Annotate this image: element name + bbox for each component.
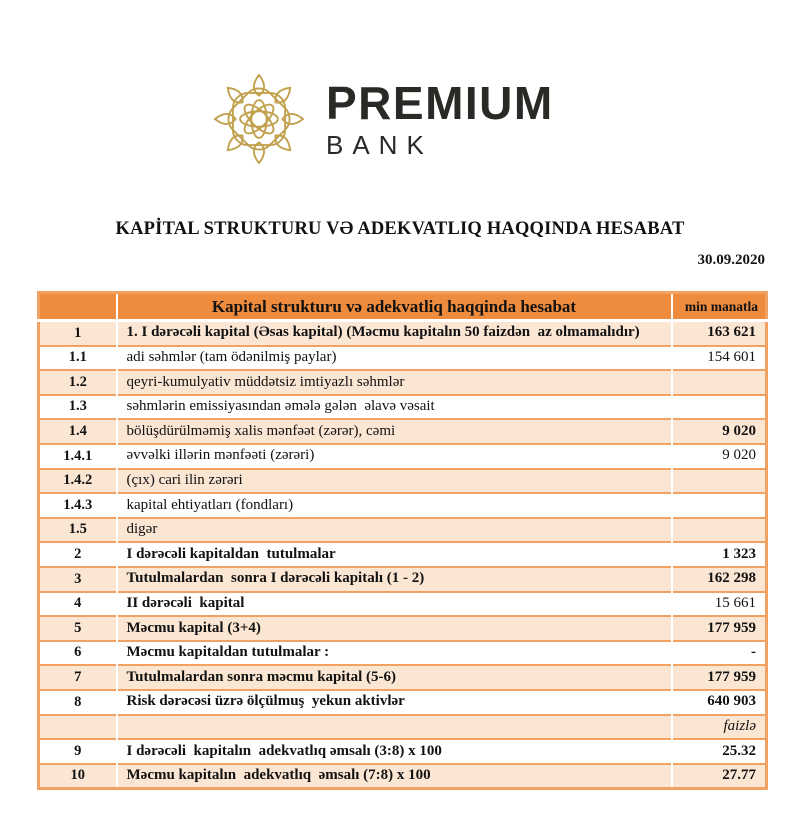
brand-wordmark [326,77,554,160]
row-label: (çıx) cari ilin zərəri [117,469,672,494]
row-value: 9 020 [672,444,767,469]
row-value: 177 959 [672,616,767,641]
table-row [39,542,767,567]
row-label: Məcmu kapitaldan tutulmalar : [117,641,672,666]
row-label: Tutulmalardan sonra I dərəcəli kapitalı (1 - 2) [117,567,672,592]
table-row [39,592,767,617]
report-title: KAPİTAL STRUKTURU VƏ ADEKVATLIQ HAQQINDA HESABAT [115,219,685,239]
row-number: 8 [39,690,117,715]
header-number-cell [39,293,117,321]
row-value [672,370,767,395]
row-number: 1.2 [39,370,117,395]
row-number: 1.5 [39,518,117,543]
row-value: 154 601 [672,346,767,371]
table-row [39,616,767,641]
row-number: 1.4.3 [39,493,117,518]
table-header-title: Kapital strukturu və adekvatliq haqqinda hesabat [117,293,672,321]
row-label: Məcmu kapitalın adekvatlıq əmsalı (7:8) x 100 [117,764,672,789]
table-row [39,567,767,592]
row-value: 640 903 [672,690,767,715]
brand-name-bank: BANK [326,130,433,160]
row-value: 15 661 [672,592,767,617]
row-number: 10 [39,764,117,789]
table-row [39,715,767,740]
row-value: faizlə [672,715,767,740]
row-label: adi səhmlər (tam ödənilmiş paylar) [117,346,672,371]
row-value: 163 621 [672,321,767,346]
row-label: kapital ehtiyatları (fondları) [117,493,672,518]
row-value: - [672,641,767,666]
row-label: bölüşdürülməmiş xalis mənfəət (zərər), cəmi [117,419,672,444]
knot-emblem-icon [214,74,304,164]
row-label: 1. I dərəcəli kapital (Əsas kapital) (Məcmu kapitalın 50 faizdən az olmamalıdır) [117,321,672,346]
table-row [39,469,767,494]
row-number: 1.3 [39,395,117,420]
table-row [39,444,767,469]
table-row [39,518,767,543]
table-row [39,370,767,395]
row-number: 6 [39,641,117,666]
brand-name-premium: PREMIUM [326,77,554,129]
row-number [39,715,117,740]
table-header-row [39,293,767,321]
row-number: 1.4 [39,419,117,444]
row-label: səhmlərin emissiyasından əmələ gələn əlavə vəsait [117,395,672,420]
row-value [672,469,767,494]
row-label: qeyri-kumulyativ müddətsiz imtiyazlı səhmlər [117,370,672,395]
table-row [39,395,767,420]
row-value: 1 323 [672,542,767,567]
row-value [672,493,767,518]
row-number: 9 [39,739,117,764]
row-label: digər [117,518,672,543]
row-label: II dərəcəli kapital [117,592,672,617]
table-row [39,493,767,518]
row-label [117,715,672,740]
table-row [39,690,767,715]
row-number: 4 [39,592,117,617]
row-value: 9 020 [672,419,767,444]
premium-bank-logo [214,74,554,164]
table-row [39,346,767,371]
row-number: 5 [39,616,117,641]
capital-structure-table [37,291,768,790]
capital-table-body [39,321,767,789]
row-value: 27.77 [672,764,767,789]
row-number: 1.1 [39,346,117,371]
table-row [39,321,767,346]
row-value [672,518,767,543]
row-number: 3 [39,567,117,592]
row-number: 1.4.2 [39,469,117,494]
row-label: Məcmu kapital (3+4) [117,616,672,641]
report-date: 30.09.2020 [697,252,765,268]
row-label: Risk dərəcəsi üzrə ölçülmuş yekun aktivlər [117,690,672,715]
row-label: Tutulmalardan sonra məcmu kapital (5-6) [117,665,672,690]
row-label: I dərəcəli kapitaldan tutulmalar [117,542,672,567]
row-value: 25.32 [672,739,767,764]
table-header-unit: min manatla [672,293,767,321]
row-number: 2 [39,542,117,567]
row-value [672,395,767,420]
table-row [39,665,767,690]
table-row [39,419,767,444]
row-number: 7 [39,665,117,690]
row-label: əvvəlki illərin mənfəəti (zərəri) [117,444,672,469]
row-label: I dərəcəli kapitalın adekvatlıq əmsalı (3:8) x 100 [117,739,672,764]
table-row [39,764,767,789]
row-number: 1 [39,321,117,346]
table-row [39,641,767,666]
row-number: 1.4.1 [39,444,117,469]
row-value: 177 959 [672,665,767,690]
table-row [39,739,767,764]
row-value: 162 298 [672,567,767,592]
